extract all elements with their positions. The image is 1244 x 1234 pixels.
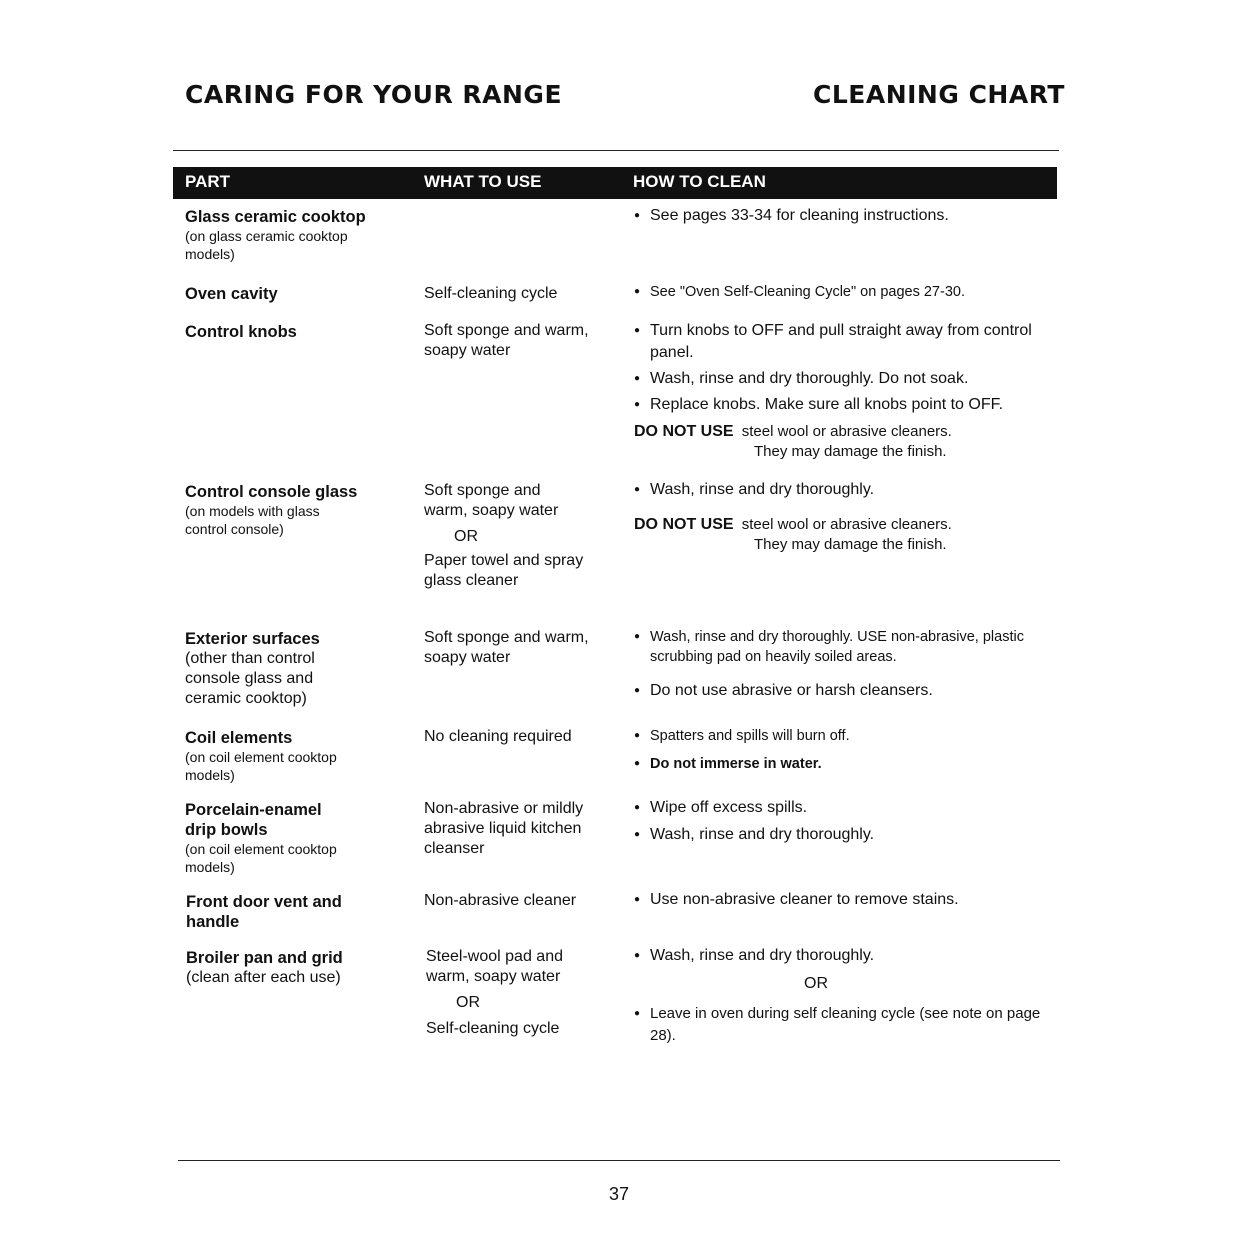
top-divider [173,150,1059,151]
clean-step: ● Spatters and spills will burn off. [634,726,1054,746]
section-title: CLEANING CHART [813,80,1065,109]
do-not-use-label: DO NOT USE [634,423,734,440]
do-not-use-reason: They may damage the finish. [754,536,947,553]
table-row [185,207,400,263]
clean-step: ● Wipe off excess spills. [634,797,1054,819]
clean-step: ● Wash, rinse and dry thoroughly. [634,824,1054,846]
clean-step: ● Wash, rinse and dry thoroughly. USE non-abrasive, plastic scrubbing pad on heavily soiled areas. [634,627,1055,667]
header-what-to-use: WHAT TO USE [424,172,542,191]
warning [634,422,1054,442]
part-note: (other than control console glass and ceramic cooktop) [185,650,315,707]
do-not-use-label: DO NOT USE [634,516,734,533]
part-name: Porcelain-enamel drip bowls [185,801,322,839]
clean-step: ● Replace knobs. Make sure all knobs point to OFF. [634,394,1054,416]
part-note: (on coil element cooktop models) [185,841,337,875]
or-separator: OR [456,994,480,1011]
bottom-divider [178,1160,1060,1161]
clean-step: ● Do not use abrasive or harsh cleansers. [634,681,1054,701]
what-to-use: Soft sponge and warm, soapy water [424,629,589,666]
clean-step: ● Use non-abrasive cleaner to remove stains. [634,889,1054,911]
what-to-use-alt: Paper towel and spray glass cleaner [424,552,584,589]
what-to-use: Soft sponge and warm, soapy water [424,322,589,359]
warning [634,515,1054,535]
do-not-use-reason: They may damage the finish. [754,443,947,460]
part-note: (on glass ceramic cooktop models) [185,228,348,262]
do-not-use-text: steel wool or abrasive cleaners. [741,423,952,440]
part-name: Broiler pan and grid [186,949,343,967]
clean-step: ● Wash, rinse and dry thoroughly. [634,479,1054,501]
or-separator: OR [804,975,828,992]
table-header-bar [173,167,1057,199]
clean-step: ● Wash, rinse and dry thoroughly. Do not soak. [634,368,1054,390]
part-name: Exterior surfaces [185,630,320,648]
header-how-to-clean: HOW TO CLEAN [633,172,766,191]
what-to-use: Non-abrasive or mildly abrasive liquid kitchen cleanser [424,800,584,857]
part-name: Control console glass [185,483,358,501]
part-name: Control knobs [185,323,297,341]
clean-step: ● Leave in oven during self cleaning cycle (see note on page 28). [634,1003,1045,1047]
part-name: Coil elements [185,729,293,747]
clean-step: ● See "Oven Self-Cleaning Cycle" on pages 27-30. [634,282,1054,302]
what-to-use: No cleaning required [424,728,572,745]
what-to-use: Non-abrasive cleaner [424,892,577,909]
part-note: (on models with glass control console) [185,503,320,537]
part-name: Glass ceramic cooktop [185,208,366,226]
clean-step: ● See pages 33-34 for cleaning instructions. [634,205,1054,227]
part-note: (clean after each use) [186,969,341,986]
page-title: CARING FOR YOUR RANGE [185,80,563,109]
clean-step: ● Do not immerse in water. [634,754,1054,774]
part-note: (on coil element cooktop models) [185,749,337,783]
clean-step: ● Wash, rinse and dry thoroughly. [634,945,1054,967]
part-name: Oven cavity [185,285,278,303]
or-separator: OR [454,528,478,545]
page-number: 37 [609,1184,630,1204]
clean-step: ● Turn knobs to OFF and pull straight away from control panel. [634,320,1045,364]
what-to-use: Steel-wool pad and warm, soapy water [426,948,563,985]
do-not-use-text: steel wool or abrasive cleaners. [741,516,952,533]
header-part: PART [185,172,231,191]
what-to-use: Soft sponge and warm, soapy water [424,482,559,519]
part-name: Front door vent and handle [186,893,342,931]
what-to-use: Self-cleaning cycle [424,285,558,302]
what-to-use-alt: Self-cleaning cycle [426,1020,560,1037]
